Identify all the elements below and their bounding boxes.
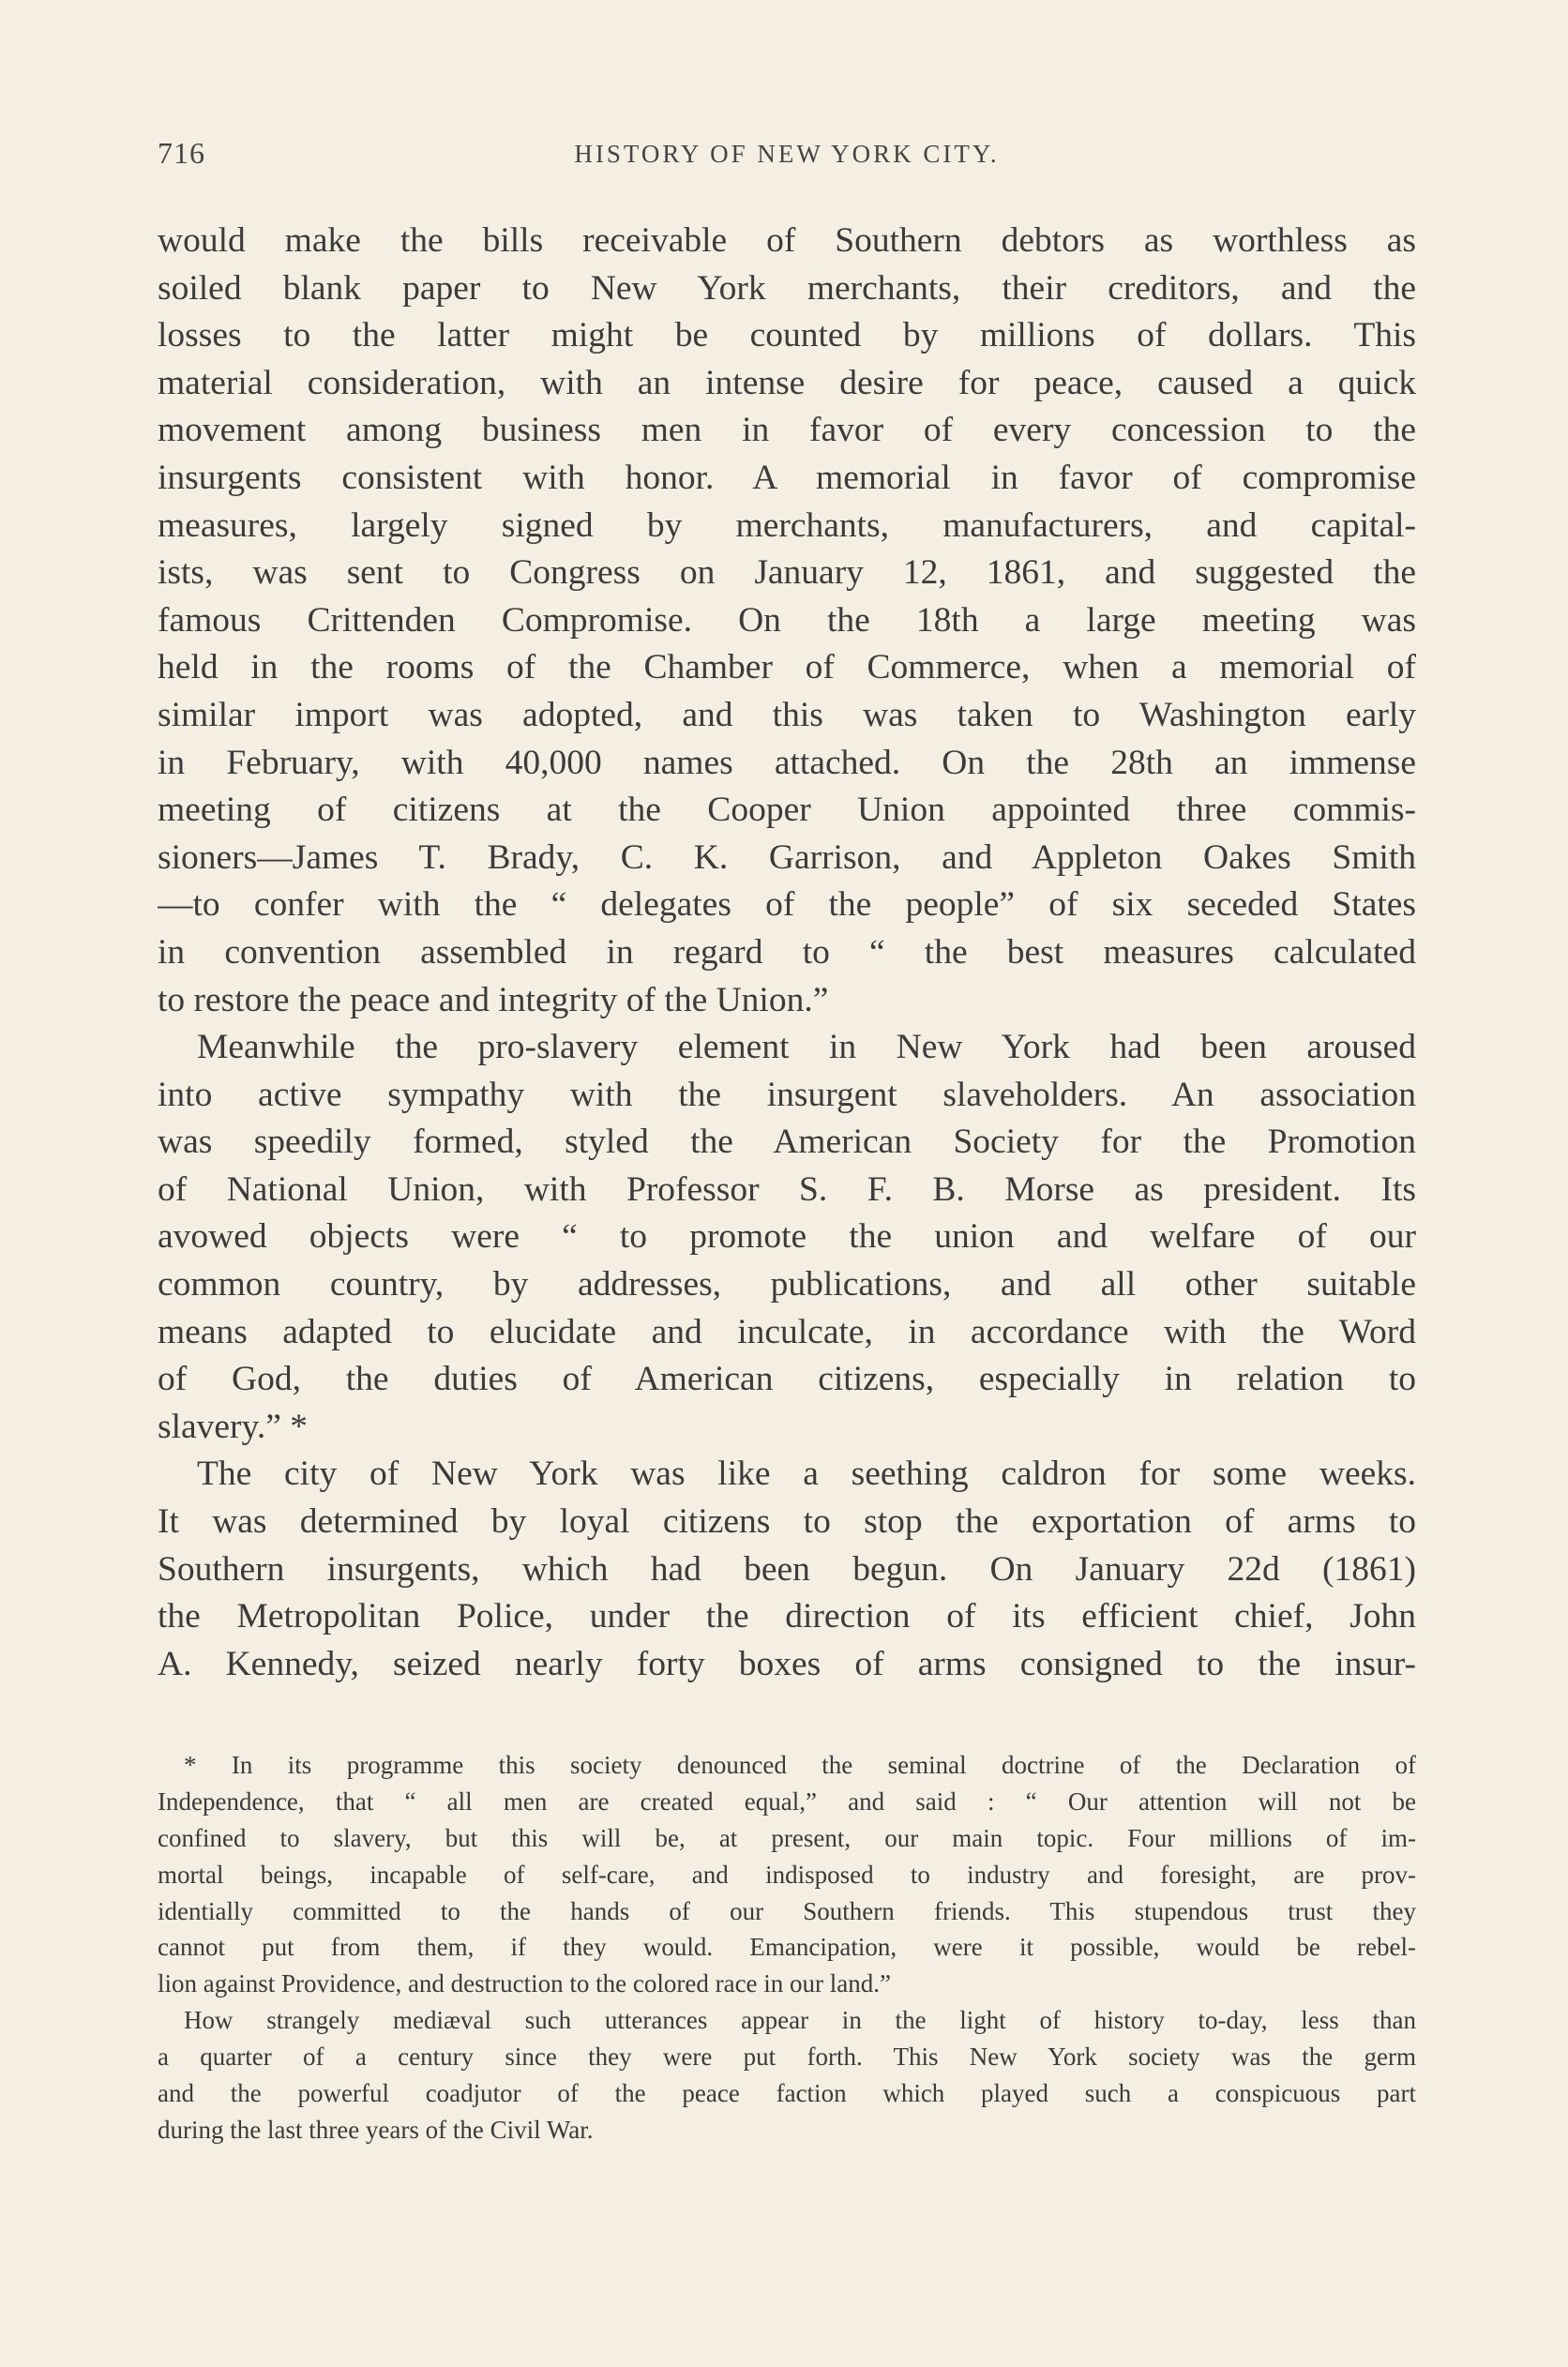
text-line: into active sympathy with the insurgent slaveholders. An association	[158, 1075, 1416, 1114]
text-line: in February, with 40,000 names attached. On the 28th an immense	[158, 743, 1416, 782]
footnote-line: How strangely mediæval such utterances appear in the light of history to-day, less than	[184, 2006, 1416, 2035]
text-line: of National Union, with Professor S. F. B. Morse as president. Its	[158, 1169, 1416, 1209]
text-line: held in the rooms of the Chamber of Commerce, when a memorial of	[158, 648, 1416, 687]
page-number: 716	[158, 136, 205, 170]
footnote-line: Independence, that “ all men are created equal,” and said : “ Our attention will not be	[158, 1787, 1416, 1816]
page-header	[158, 136, 1416, 173]
footnote-line: mortal beings, incapable of self-care, and indisposed to industry and foresight, are prov-	[158, 1860, 1416, 1889]
footnote-line: and the powerful coadjutor of the peace faction which played such a conspicuous part	[158, 2079, 1416, 2108]
text-line: was speedily formed, styled the American Society for the Promotion	[158, 1123, 1416, 1162]
footnote-line: * In its programme this society denounced the seminal doctrine of the Declaration of	[184, 1751, 1416, 1779]
footnote-line: identially committed to the hands of our Southern friends. This stupendous trust they	[158, 1896, 1416, 1925]
text-line: common country, by addresses, publications, and all other suitable	[158, 1265, 1416, 1304]
footnote-line: during the last three years of the Civil War.	[158, 2115, 594, 2144]
text-line: losses to the latter might be counted by millions of dollars. This	[158, 316, 1416, 355]
text-line: meeting of citizens at the Cooper Union appointed three commis-	[158, 791, 1416, 830]
footnote-line: a quarter of a century since they were put forth. This New York society was the germ	[158, 2043, 1416, 2072]
footnotes	[158, 1747, 1416, 2148]
text-line: material consideration, with an intense desire for peace, caused a quick	[158, 363, 1416, 402]
text-line: The city of New York was like a seething caldron for some weeks.	[197, 1455, 1416, 1494]
text-line: to restore the peace and integrity of the Union.”	[158, 980, 829, 1019]
text-line: Meanwhile the pro-slavery element in New York had been aroused	[197, 1028, 1416, 1067]
text-line: soiled blank paper to New York merchants, their creditors, and the	[158, 268, 1416, 308]
text-line: A. Kennedy, seized nearly forty boxes of arms consigned to the insur-	[158, 1644, 1416, 1683]
text-line: of God, the duties of American citizens, especially in relation to	[158, 1360, 1416, 1399]
text-line: famous Crittenden Compromise. On the 18th a large meeting was	[158, 600, 1416, 640]
text-line: It was determined by loyal citizens to stop the exportation of arms to	[158, 1502, 1416, 1542]
text-line: similar import was adopted, and this was taken to Washington early	[158, 695, 1416, 734]
footnote-line: lion against Providence, and destruction to the colored race in our land.”	[158, 1969, 891, 1998]
text-line: in convention assembled in regard to “ the best measures calculated	[158, 932, 1416, 972]
text-line: slavery.” *	[158, 1407, 308, 1446]
footnote-line: confined to slavery, but this will be, at present, our main topic. Four millions of im-	[158, 1823, 1416, 1852]
text-line: measures, largely signed by merchants, manufacturers, and capital-	[158, 505, 1416, 545]
footnote-line: cannot put from them, if they would. Emancipation, were it possible, would be rebel-	[158, 1933, 1416, 1962]
body-text	[158, 218, 1416, 1688]
text-line: sioners—James T. Brady, C. K. Garrison, and Appleton Oakes Smith	[158, 837, 1416, 877]
text-line: ists, was sent to Congress on January 12, 1861, and suggested the	[158, 553, 1416, 593]
text-line: avowed objects were “ to promote the union and welfare of our	[158, 1217, 1416, 1257]
running-head: HISTORY OF NEW YORK CITY.	[574, 140, 1000, 168]
text-line: the Metropolitan Police, under the direction of its efficient chief, John	[158, 1597, 1416, 1636]
text-line: insurgents consistent with honor. A memorial in favor of compromise	[158, 458, 1416, 497]
text-line: —to confer with the “ delegates of the people” of six seceded States	[158, 885, 1416, 925]
text-line: Southern insurgents, which had been begun. On January 22d (1861)	[158, 1549, 1416, 1589]
text-line: movement among business men in favor of every concession to the	[158, 411, 1416, 450]
text-line: means adapted to elucidate and inculcate, in accordance with the Word	[158, 1312, 1416, 1351]
text-line: would make the bills receivable of Southern debtors as worthless as	[158, 221, 1416, 260]
